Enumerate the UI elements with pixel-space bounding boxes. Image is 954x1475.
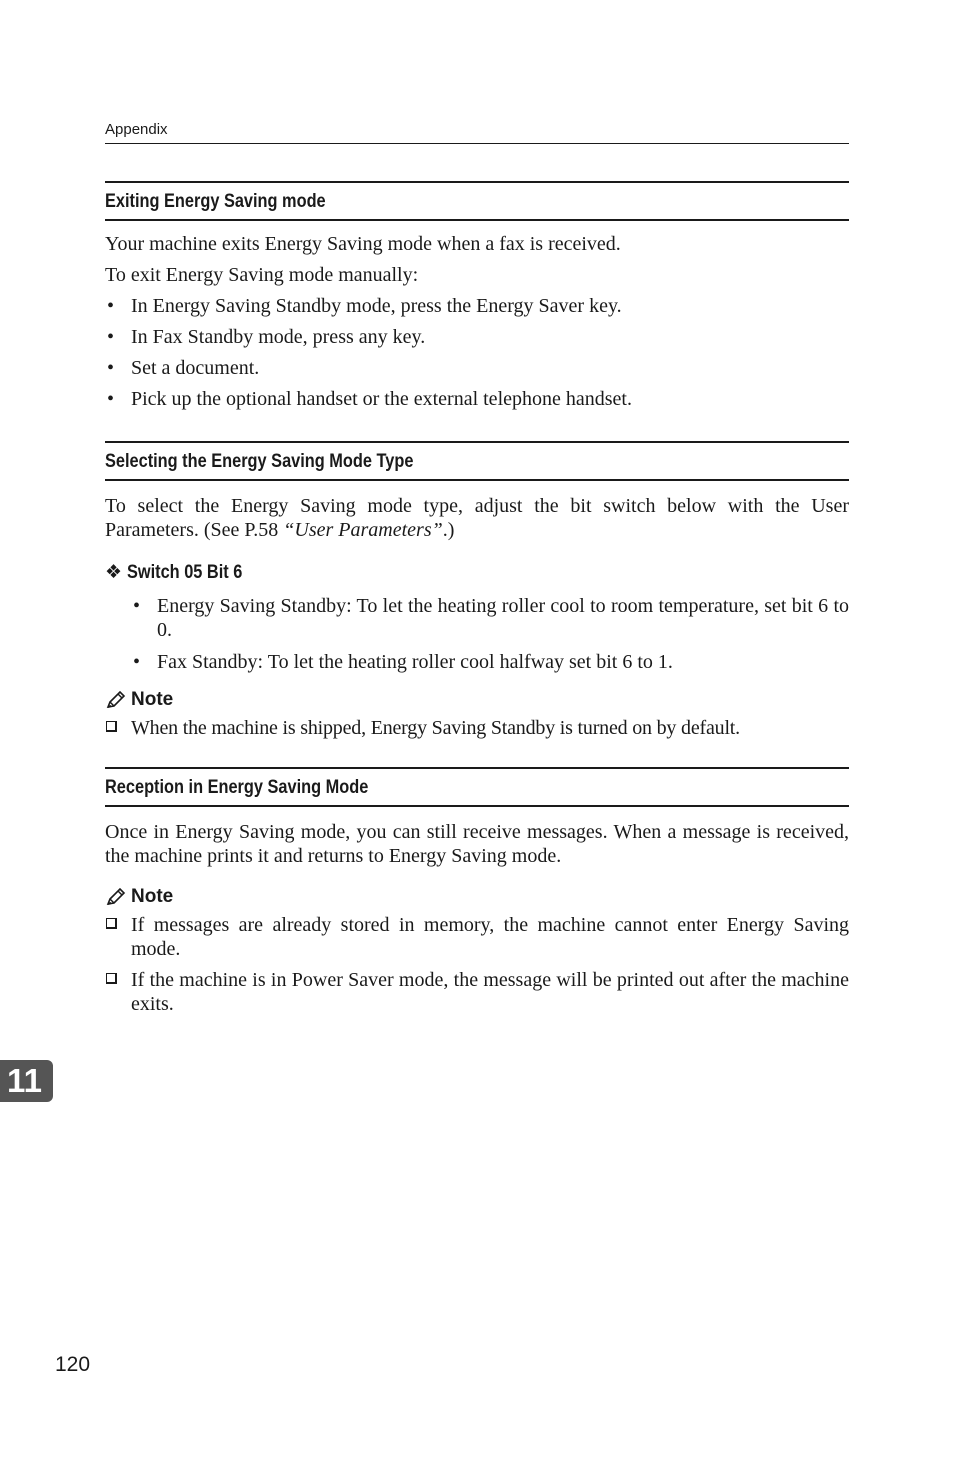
running-header [105,120,849,144]
list-item: • Fax Standby: To let the heating roller cool halfway set bit 6 to 1. [133,651,673,673]
section-heading: Reception in Energy Saving Mode [105,767,849,807]
diamond-bullet-icon: ❖ [105,562,123,583]
pencil-icon [105,690,127,710]
list-item: • Energy Saving Standby: To let the heating roller cool to room temperature, set bit 6 to 0. [133,595,849,641]
running-header-title: Appendix [105,121,168,138]
bullet-list [105,294,849,411]
list-item: • In Energy Saving Standby mode, press the Energy Saver key. [107,295,622,317]
pencil-icon [105,887,127,907]
section-selecting-mode-type [105,441,849,740]
checkbox-bullet-icon [106,973,117,984]
note-heading: Note [105,688,849,712]
note-list [105,913,849,1016]
paragraph: Once in Energy Saving mode, you can still receive messages. When a message is received, the machine prints it and returns to Energy Saving mode. [105,821,849,867]
list-item: • Pick up the optional handset or the external telephone handset. [107,388,632,410]
note-list [105,716,849,740]
section-exiting-energy-saving [105,181,849,411]
page-number: 120 [55,1353,91,1376]
switch-subheading: ❖ Switch 05 Bit 6 [105,562,243,583]
checkbox-bullet-icon [106,918,117,929]
cross-reference: “User Parameters” [283,519,443,541]
list-item: If the machine is in Power Saver mode, the message will be printed out after the machine exits. [105,968,849,1016]
section-heading: Exiting Energy Saving mode [105,181,849,221]
paragraph: To exit Energy Saving mode manually: [105,264,419,286]
bullet-list [131,594,849,674]
note-heading: Note [105,885,849,909]
checkbox-bullet-icon [106,721,117,732]
list-item: • Set a document. [107,357,260,379]
paragraph: Your machine exits Energy Saving mode when a fax is received. [105,233,621,255]
list-item: • In Fax Standby mode, press any key. [107,326,426,348]
paragraph: To select the Energy Saving mode type, adjust the bit switch below with the User Parameters. (See P.58 “User Parameters”.) [105,495,849,541]
chapter-tab: 11 [0,1060,53,1102]
list-item: If messages are already stored in memory, the machine cannot enter Energy Saving mode. [105,913,849,961]
section-reception-energy-saving [105,767,849,1016]
section-heading: Selecting the Energy Saving Mode Type [105,441,849,481]
list-item: When the machine is shipped, Energy Saving Standby is turned on by default. [105,716,849,740]
